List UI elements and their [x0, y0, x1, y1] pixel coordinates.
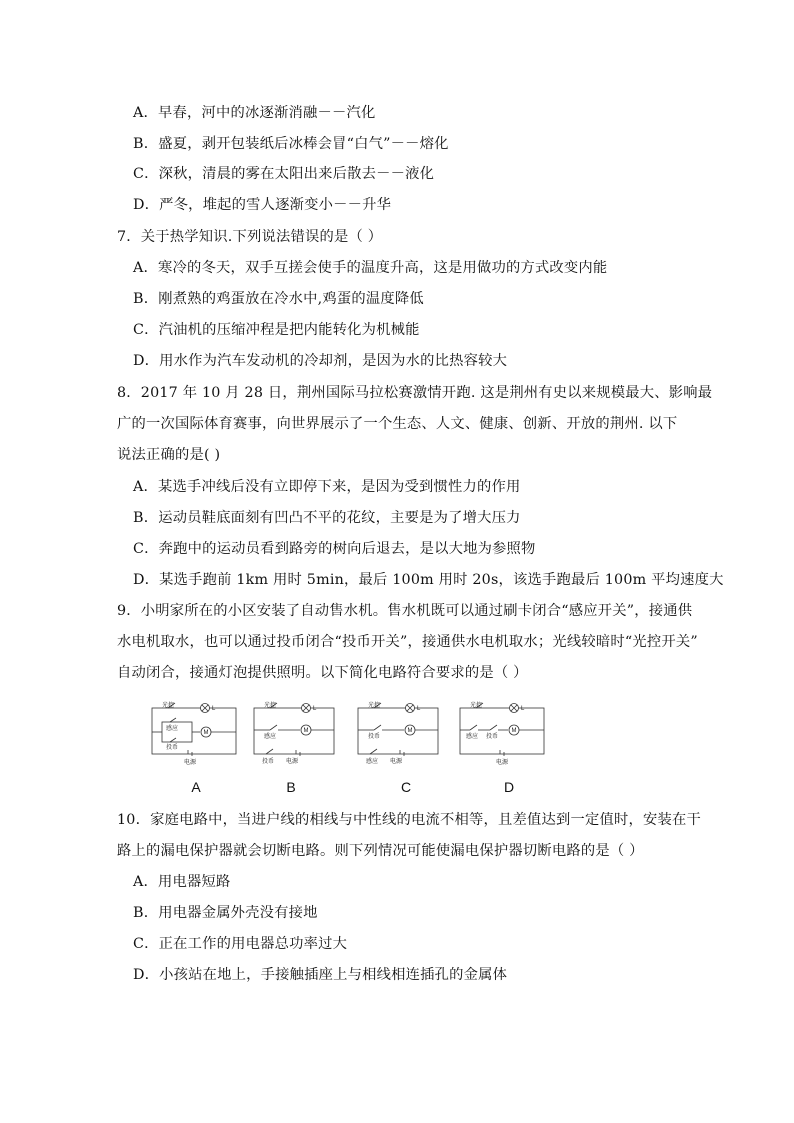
q8-stem-line2: 广的一次国际体育赛事，向世界展示了一个生态、人文、健康、创新、开放的荆州. 以下 [117, 416, 678, 432]
power-label-d: 电源 [496, 760, 509, 766]
light-switch-label-a: 光控 [162, 703, 175, 709]
q7-option-d: D．用水作为汽车发动机的冷却剂，是因为水的比热容较大 [133, 353, 508, 369]
q8-stem-line3: 说法正确的是( ) [117, 447, 221, 463]
q6-option-a: A．早春，河中的冰逐渐消融－－汽化 [133, 105, 376, 121]
figure-label-a: A [191, 779, 201, 795]
q7-option-c: C．汽油机的压缩冲程是把内能转化为机械能 [133, 322, 420, 338]
light-switch-label-d: 光控 [470, 703, 483, 709]
q9-stem-line1: 9．小明家所在的小区安装了自动售水机。售水机既可以通过刷卡闭合“感应开关”，接通供 [117, 603, 693, 619]
q8-option-b: B．运动员鞋底面刻有凹凸不平的花纹，主要是为了增大压力 [133, 510, 521, 526]
q8-option-c: C．奔跑中的运动员看到路旁的树向后退去，是以大地为参照物 [133, 541, 536, 557]
light-switch-label-b: 光控 [264, 703, 277, 709]
coin-switch-label-c: 投币 [368, 734, 381, 740]
motor-label-c: M [407, 728, 413, 734]
q10-option-a: A．用电器短路 [133, 874, 231, 890]
sense-switch-label-a: 感应 [166, 726, 179, 732]
coin-switch-label-a: 投币 [166, 745, 179, 751]
lamp-label-c: L [417, 706, 421, 712]
motor-label-d: M [511, 728, 517, 734]
q9-stem-line3: 自动闭合，接通灯泡提供照明。以下简化电路符合要求的是（ ） [117, 665, 528, 681]
circuit-diagram-b [250, 698, 342, 766]
figure-label-b: B [286, 779, 296, 795]
coin-switch-label-b: 投币 [262, 759, 275, 765]
q8-option-a: A．某选手冲线后没有立即停下来，是因为受到惯性力的作用 [133, 479, 521, 495]
circuit-diagram-a [148, 698, 240, 766]
q9-stem-line2: 水电机取水，也可以通过投币闭合“投币开关”，接通供水电机取水；光线较暗时“光控开关” [117, 634, 698, 650]
circuit-diagram-d [456, 698, 548, 766]
q10-option-d: D．小孩站在地上，手接触插座上与相线相连插孔的金属体 [133, 967, 508, 983]
coin-switch-label-d: 投币 [486, 734, 499, 740]
q10-stem-line2: 路上的漏电保护器就会切断电路。则下列情况可能使漏电保护器切断电路的是（ ） [117, 843, 644, 859]
q7-option-b: B．刚煮熟的鸡蛋放在冷水中,鸡蛋的温度降低 [133, 291, 424, 307]
power-label-a: 电源 [184, 760, 197, 766]
sense-switch-label-c: 感应 [366, 759, 379, 765]
q6-option-d: D．严冬，堆起的雪人逐渐变小－－升华 [133, 197, 392, 213]
q7-stem: 7．关于热学知识.下列说法错误的是（ ） [117, 229, 383, 245]
power-label-b: 电源 [286, 759, 299, 765]
q8-stem-line1: 8．2017 年 10 月 28 日，荆州国际马拉松赛激情开跑. 这是荆州有史以来规模最大、影响最 [117, 385, 713, 401]
motor-label-a: M [203, 730, 209, 736]
figure-label-c: C [400, 779, 412, 795]
q6-option-b: B．盛夏，剥开包装纸后冰棒会冒“白气”－－熔化 [133, 136, 449, 152]
sense-switch-label-d: 感应 [466, 734, 479, 740]
q10-option-c: C．正在工作的用电器总功率过大 [133, 936, 348, 952]
circuit-figures [148, 698, 548, 768]
lamp-label-d: L [521, 706, 525, 712]
q7-option-a: A．寒冷的冬天，双手互搓会使手的温度升高，这是用做功的方式改变内能 [133, 260, 608, 276]
lamp-label-b: L [313, 706, 317, 712]
circuit-diagram-c [354, 698, 446, 766]
power-label-c: 电源 [390, 759, 403, 765]
figure-label-d: D [503, 779, 515, 795]
q8-option-d: D．某选手跑前 1km 用时 5min，最后 100m 用时 20s，该选手跑最后 100m 平均速度大 [133, 572, 724, 588]
q10-stem-line1: 10．家庭电路中，当进户线的相线与中性线的电流不相等，且差值达到一定值时，安装在干 [117, 812, 701, 828]
q10-option-b: B．用电器金属外壳没有接地 [133, 905, 318, 921]
motor-label-b: M [303, 728, 309, 734]
light-switch-label-c: 光控 [368, 703, 381, 709]
q6-option-c: C．深秋，清晨的雾在太阳出来后散去－－液化 [133, 166, 435, 182]
lamp-label-a: L [212, 706, 216, 712]
sense-switch-label-b: 感应 [264, 734, 277, 740]
